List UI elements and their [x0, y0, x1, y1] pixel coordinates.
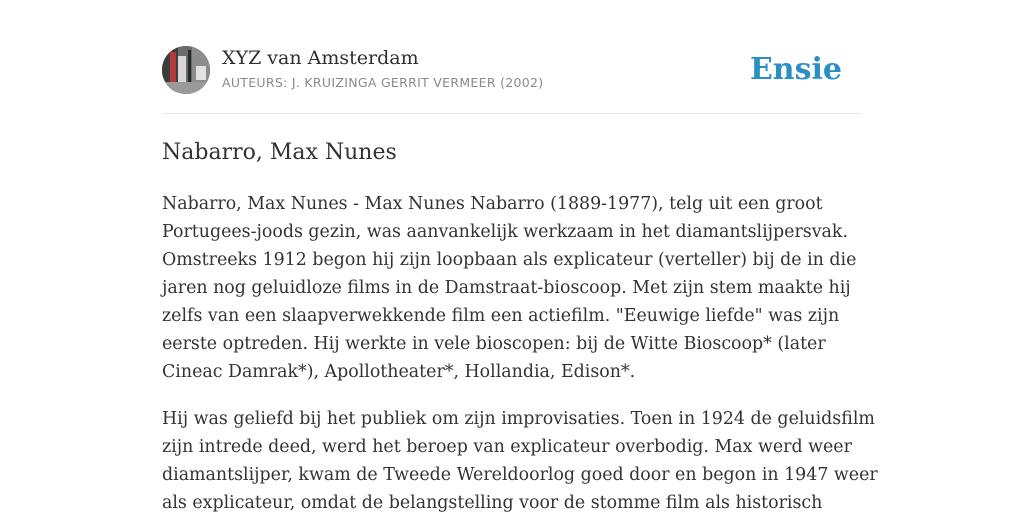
text-line: Cineac Damrak*), Apollotheater*, Hollandia, Edison*. — [162, 362, 636, 382]
text-line: Portugees-joods gezin, was aanvankelijk werkzaam in het diamantslijpersvak. — [162, 222, 848, 242]
avatar[interactable] — [162, 46, 210, 94]
header — [162, 46, 862, 96]
text-line: Hij was geliefd bij het publiek om zijn improvisaties. Toen in 1924 de geluidsfilm — [162, 409, 875, 429]
entry-body — [162, 190, 878, 512]
text-line: zelfs van een slaapverwekkende film een actiefilm. "Eeuwige liefde" was zijn — [162, 306, 840, 326]
paragraph — [162, 190, 862, 386]
text-line: eerste optreden. Hij werkte in vele bioscopen: bij de Witte Bioscoop* (later — [162, 334, 826, 354]
paragraph — [162, 405, 878, 512]
text-line: jaren nog geluidloze films in de Damstraat-bioscoop. Met zijn stem maakte hij — [162, 278, 851, 298]
text-line: diamantslijper, kwam de Tweede Wereldoorlog goed door en begon in 1947 weer — [162, 465, 878, 485]
entry-title: Nabarro, Max Nunes — [162, 140, 397, 165]
text-line: zijn intrede deed, werd het beroep van explicateur overbodig. Max werd weer — [162, 437, 852, 457]
header-divider — [162, 113, 862, 114]
site-title[interactable]: XYZ van Amsterdam — [222, 47, 419, 69]
ensie-logo-link[interactable]: Ensie — [749, 52, 842, 87]
text-line: Nabarro, Max Nunes - Max Nunes Nabarro (1889-1977), telg uit een groot — [162, 194, 823, 214]
avatar-image-icon — [162, 46, 210, 94]
text-line: als explicateur, omdat de belangstelling voor de stomme film als historisch — [162, 493, 823, 512]
authors-line: AUTEURS: J. KRUIZINGA GERRIT VERMEER (2002) — [222, 75, 544, 90]
text-line: Omstreeks 1912 begon hij zijn loopbaan als explicateur (verteller) bij de in die — [162, 250, 857, 270]
